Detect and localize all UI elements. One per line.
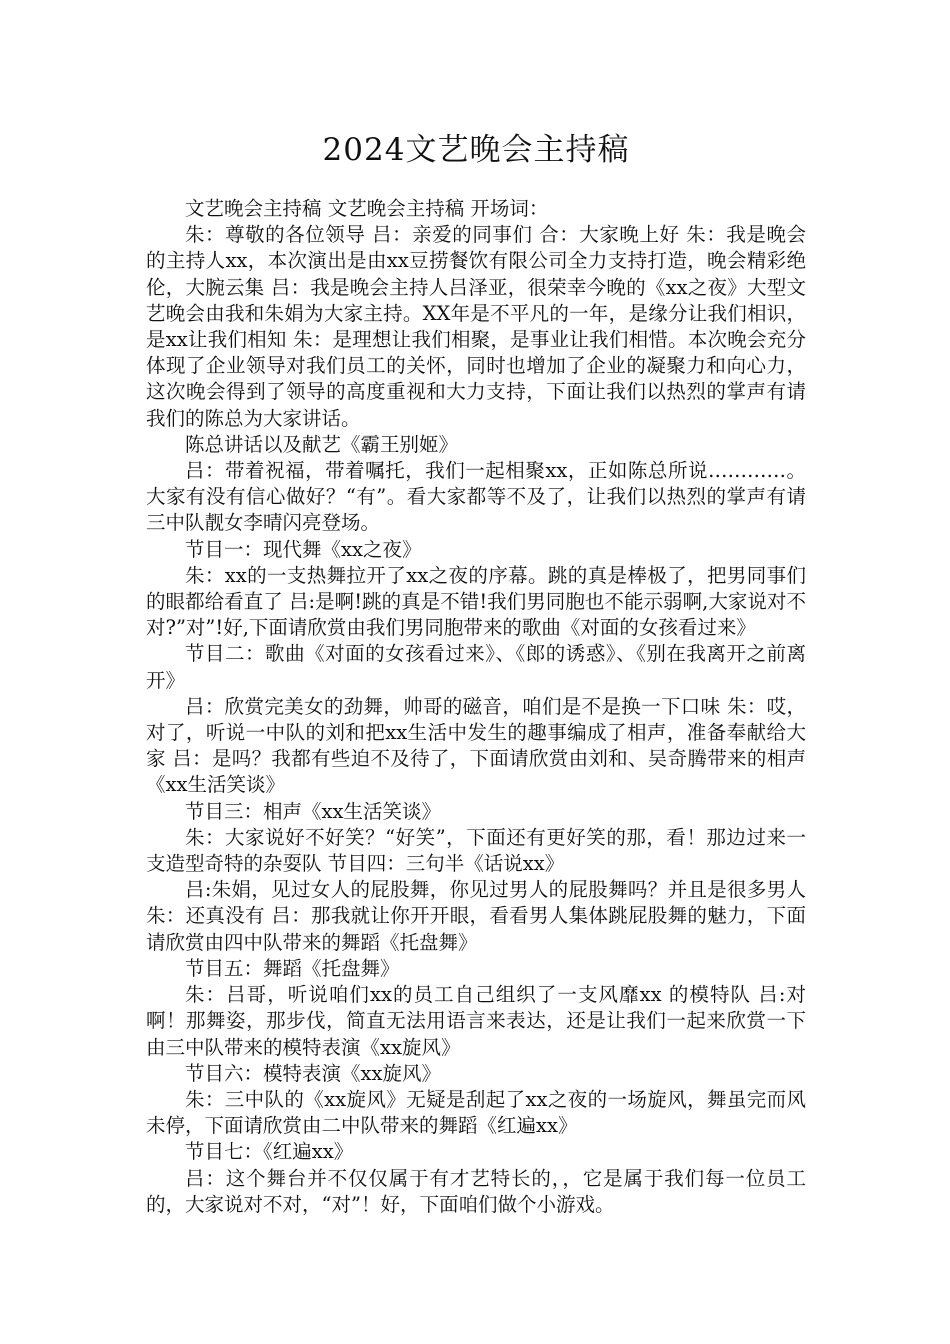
document-body xyxy=(146,196,806,1218)
paragraph-program-2: 节目二：歌曲《对面的女孩看过来》、《郎的诱惑》、《别在我离开之前离开》 xyxy=(146,642,806,692)
document-title: 2024文艺晚会主持稿 xyxy=(322,132,630,168)
paragraph-transition-6: 朱：吕哥，听说咱们xx的员工自己组织了一支风靡xx 的模特队 吕:对啊！那舞姿，那步伐，简直无法用语言来表达，还是让我们一起来欣赏一下由三中队带来的模特表演《xx旋风》 xyxy=(146,983,806,1059)
paragraph-program-1: 节目一：现代舞《xx之夜》 xyxy=(185,537,422,561)
paragraph-program-5: 节目五：舞蹈《托盘舞》 xyxy=(185,956,400,980)
paragraph-program-3: 节目三：相声《xx生活笑谈》 xyxy=(185,799,441,823)
paragraph-program-7: 节目七：《红遍xx》 xyxy=(185,1140,354,1164)
paragraph-transition-8: 吕：这个舞台并不仅仅属于有才艺特长的，，它是属于我们每一位员工的，大家说对不对，“对”！好，下面咱们做个小游戏。 xyxy=(146,1166,806,1216)
paragraph-opening: 文艺晚会主持稿 文艺晚会主持稿 开场词： xyxy=(185,197,549,220)
paragraph-host-intro: 朱：尊敬的各位领导 吕：亲爱的同事们 合：大家晚上好 朱：我是晚会的主持人xx，本次演出是由xx豆捞餐饮有限公司全力支持打造，晚会精彩绝伦，大腕云集 吕：我是晚会主持人吕泽亚，很荣幸今晚的《xx之夜》大型文艺晚会由我和朱娟为大家主持。XX年是不平凡的一年，是缘分让我们相识，是xx让我们相知 朱：是理想让我们相聚，是事业让我们相惜。本次晚会充分体现了企业领导对我们员工的关怀，同时也增加了企业的凝聚力和向心力，这次晚会得到了领导的高度重视和大力支持，下面让我们以热烈的掌声有请我们的陈总为大家讲话。 xyxy=(146,223,806,430)
paragraph-transition-2: 朱：xx的一支热舞拉开了xx之夜的序幕。跳的真是棒极了，把男同事们的眼都给看直了 吕:是啊!跳的真是不错!我们男同胞也不能示弱啊,大家说对不对?”对”!好,下面请欣赏由我们男同胞带来的歌曲《对面的女孩看过来》 xyxy=(146,563,806,640)
paragraph-transition-7: 朱：三中队的《xx旋风》无疑是刮起了xx之夜的一场旋风，舞虽完而风未停，下面请欣赏由二中队带来的舞蹈《红遍xx》 xyxy=(146,1087,806,1138)
paragraph-program-6: 节目六：模特表演《xx旋风》 xyxy=(185,1061,441,1085)
document-page xyxy=(146,128,806,1218)
paragraph-transition-4: 朱：大家说好不好笑？“好笑”，下面还有更好笑的那，看！那边过来一支造型奇特的杂耍队 节目四：三句半《话说xx》 xyxy=(146,825,806,876)
paragraph-transition-1: 吕：带着祝福，带着嘱托，我们一起相聚xx，正如陈总所说…………。大家有没有信心做好？“有”。看大家都等不及了，让我们以热烈的掌声有请三中队靓女李晴闪亮登场。 xyxy=(146,459,806,535)
paragraph-transition-5: 吕:朱娟，见过女人的屁股舞，你见过男人的屁股舞吗？并且是很多男人 朱：还真没有 吕：那我就让你开开眼，看看男人集体跳屁股舞的魅力，下面请欣赏由四中队带来的舞蹈《托盘舞》 xyxy=(146,878,806,954)
paragraph-transition-3: 吕：欣赏完美女的劲舞，帅哥的磁音，咱们是不是换一下口味 朱：哎，对了，听说一中队的刘和把xx生活中发生的趣事编成了相声，准备奉献给大家 吕：是吗？我都有些迫不及待了，下面请欣赏由刘和、吴奇腾带来的相声《xx生活笑谈》 xyxy=(146,694,806,797)
paragraph-speech: 陈总讲话以及献艺《霸王别姬》 xyxy=(185,432,459,456)
